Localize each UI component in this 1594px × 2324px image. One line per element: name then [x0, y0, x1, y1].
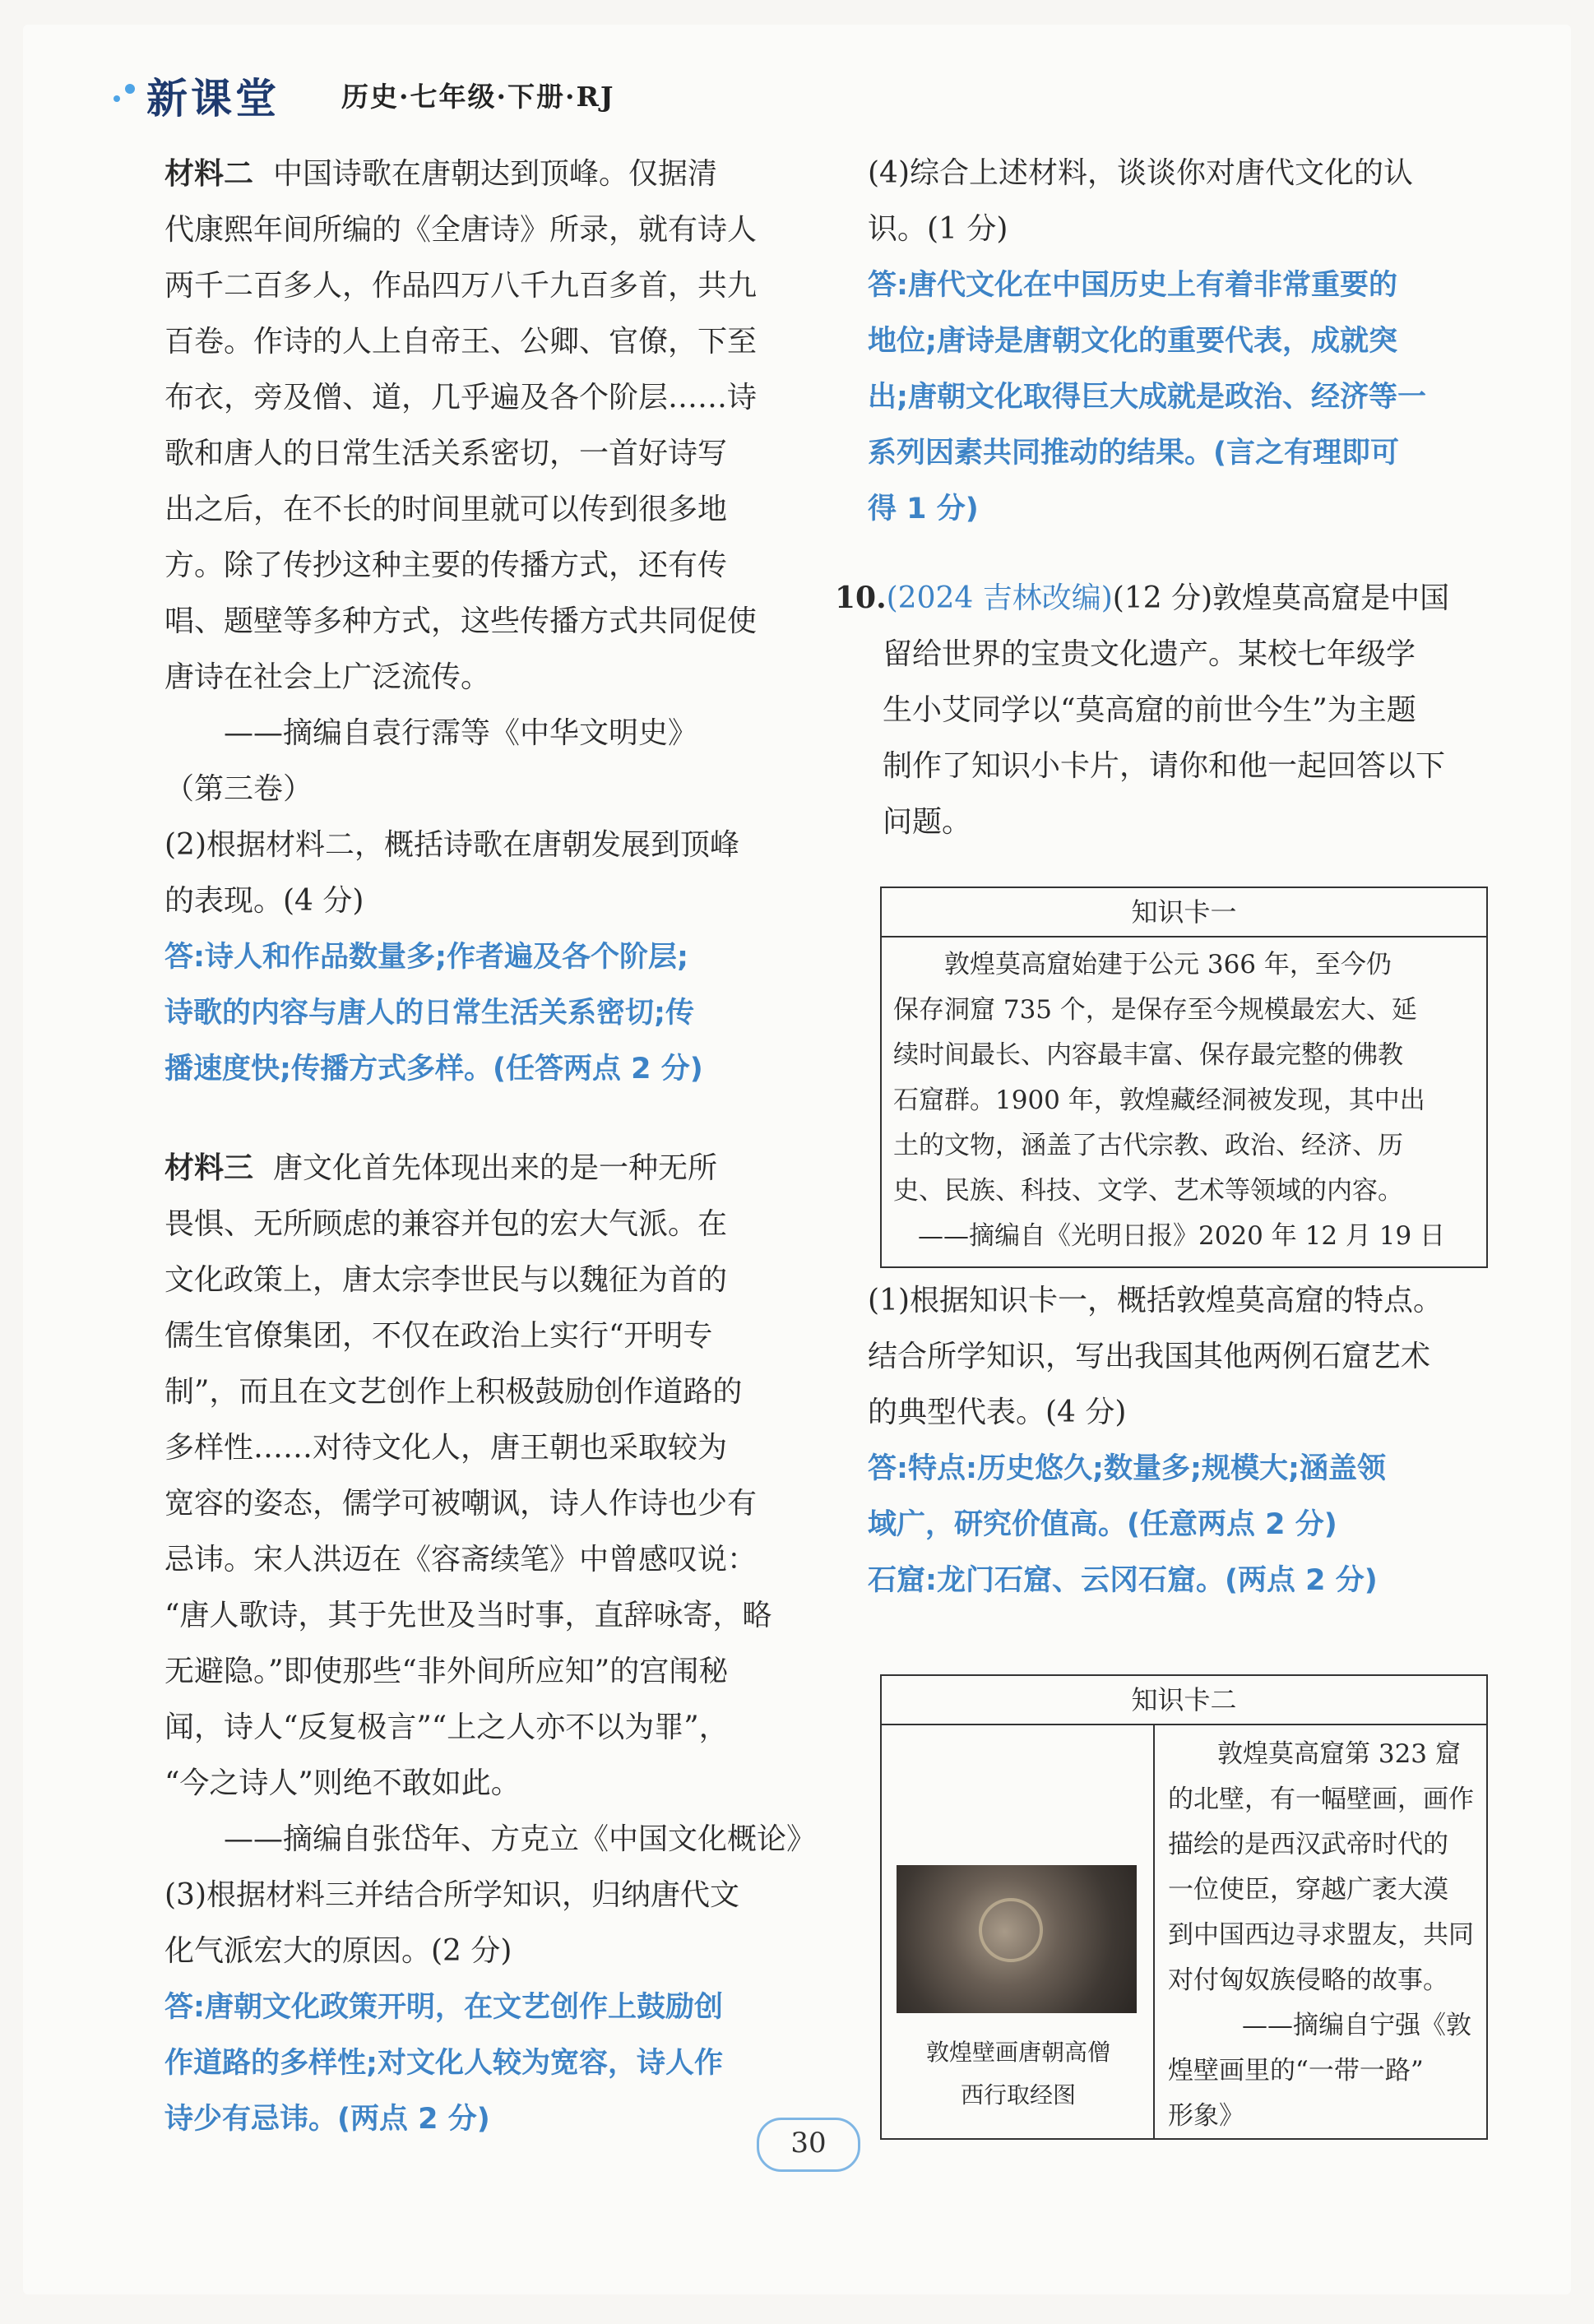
material-two-label: 材料二 — [164, 156, 254, 191]
text-line: 中国诗歌在唐朝达到顶峰。仅据清 — [273, 157, 718, 191]
question-source: (2024 吉林改编) — [886, 581, 1113, 615]
question-3: (3)根据材料三并结合所学知识，归纳唐代文 — [164, 1878, 739, 1912]
text-line: “唐人歌诗，其于先世及当时事，直辞咏寄，略 — [164, 1599, 772, 1632]
text-line: 百卷。作诗的人上自帝王、公卿、官僚，下至 — [164, 325, 758, 359]
text-line: 到中国西边寻求盟友，共同 — [1168, 1920, 1474, 1950]
text-line: 问题。 — [883, 805, 972, 839]
mural-image — [897, 1865, 1137, 2013]
text-line: 歌和唐人的日常生活关系密切，一首好诗写 — [164, 437, 728, 470]
source-citation: ——摘编自宁强《敦 — [1242, 2011, 1471, 2040]
knowledge-card-one — [880, 887, 1488, 1268]
text-line: 儒生官僚集团，不仅在政治上实行“开明专 — [164, 1319, 713, 1353]
text-line: 布衣，旁及僧、道，几乎遍及各个阶层……诗 — [164, 381, 758, 414]
subject-title: 历史·七年级·下册·RJ — [341, 81, 615, 113]
logo — [123, 59, 313, 125]
answer-2: 答:诗人和作品数量多;作者遍及各个阶层; — [164, 941, 688, 974]
question-2-cont: 的表现。(4 分) — [164, 884, 364, 918]
text-line: 史、民族、科技、文学、艺术等领域的内容。 — [893, 1176, 1403, 1206]
answer-3: 作道路的多样性;对文化人较为宽容，诗人作 — [164, 2047, 723, 2080]
text-line: 唐诗在社会上广泛流传。 — [164, 660, 491, 694]
left-column — [164, 146, 817, 2147]
answer-10-1: 域广，研究价值高。(任意两点 2 分) — [868, 1508, 1337, 1541]
text-line: (12 分)敦煌莫高窟是中国 — [1112, 581, 1450, 615]
question-4-cont: 识。(1 分) — [868, 212, 1008, 246]
text-line: 敦煌莫高窟始建于公元 366 年，至今仍 — [944, 950, 1392, 979]
source-citation: ——摘编自张岱年、方克立《中国文化概论》 — [224, 1822, 817, 1856]
text-line: 的北壁，有一幅壁画，画作 — [1168, 1785, 1474, 1814]
answer-4: 得 1 分) — [868, 493, 979, 525]
source-citation-cont: 煌壁画里的“一带一路” — [1168, 2056, 1424, 2086]
text-line: 两千二百多人，作品四万八千九百多首，共九 — [164, 269, 758, 303]
card-image-panel — [882, 1725, 1155, 2138]
answer-4: 地位;唐诗是唐朝文化的重要代表，成就突 — [868, 325, 1397, 358]
text-line: 制”，而且在文艺创作上积极鼓励创作道路的 — [164, 1375, 743, 1409]
question-4: (4)综合上述材料，谈谈你对唐代文化的认 — [868, 156, 1413, 190]
text-line: 制作了知识小卡片，请你和他一起回答以下 — [883, 749, 1446, 783]
caption-line: 敦煌壁画唐朝高僧 — [925, 2039, 1110, 2066]
question-3-cont: 化气派宏大的原因。(2 分) — [164, 1934, 512, 1968]
text-line: 唐文化首先体现出来的是一种无所 — [273, 1151, 718, 1185]
text-line: 生小艾同学以“莫高窟的前世今生”为主题 — [883, 693, 1416, 727]
text-line: 无避隐。”即使那些“非外间所应知”的宫闱秘 — [164, 1655, 729, 1688]
answer-3: 答:唐朝文化政策开明，在文艺创作上鼓励创 — [164, 1991, 723, 2024]
text-line: 多样性……对待文化人，唐王朝也采取较为 — [164, 1431, 728, 1465]
text-line: 闻，诗人“反复极言”“上之人亦不以为罪”， — [164, 1711, 729, 1744]
question-number: 10. — [835, 581, 887, 615]
card-text-panel — [1155, 1725, 1486, 2138]
text-line: 方。除了传抄这种主要的传播方式，还有传 — [164, 549, 728, 582]
right-column-lower — [868, 1273, 1493, 1609]
answer-4: 出;唐朝文化取得巨大成就是政治、经济等一 — [868, 381, 1426, 414]
text-line: 对付匈奴族侵略的故事。 — [1168, 1965, 1448, 1995]
text-line: 文化政策上，唐太宗李世民与以魏征为首的 — [164, 1263, 728, 1297]
image-caption — [890, 2031, 1147, 2117]
text-line: 敦煌莫高窟第 323 窟 — [1217, 1739, 1461, 1769]
card-title: 知识卡二 — [882, 1676, 1486, 1725]
text-line: 宽容的姿态，儒学可被嘲讽，诗人作诗也少有 — [164, 1487, 758, 1521]
card-title: 知识卡一 — [882, 888, 1486, 937]
source-citation-cont: （第三卷） — [164, 772, 313, 806]
text-line: 保存洞窟 735 个，是保存至今规模最宏大、延 — [893, 995, 1417, 1025]
material-three-label: 材料三 — [164, 1150, 254, 1185]
text-line: “今之诗人”则绝不敢如此。 — [164, 1766, 521, 1800]
text-line: 出之后，在不长的时间里就可以传到很多地 — [164, 493, 728, 526]
text-line: 畏惧、无所顾虑的兼容并包的宏大气派。在 — [164, 1207, 728, 1241]
question-2: (2)根据材料二，概括诗歌在唐朝发展到顶峰 — [164, 828, 739, 862]
text-line: 忌讳。宋人洪迈在《容斋续笔》中曾感叹说： — [164, 1543, 758, 1576]
material-two-first-line — [164, 146, 798, 202]
question-10-1: (1)根据知识卡一，概括敦煌莫高窟的特点。 — [868, 1284, 1443, 1317]
answer-10-1: 答:特点:历史悠久;数量多;规模大;涵盖领 — [868, 1452, 1386, 1485]
caption-line: 西行取经图 — [960, 2081, 1076, 2109]
text-line: 代康熙年间所编的《全唐诗》所录，就有诗人 — [164, 213, 758, 247]
material-three-first-line — [164, 1140, 798, 1197]
answer-2: 播速度快;传播方式多样。(任答两点 2 分) — [164, 1053, 703, 1086]
answer-4: 答:唐代文化在中国历史上有着非常重要的 — [868, 269, 1397, 302]
source-citation-cont: 形象》 — [1168, 2101, 1244, 2131]
card-body — [882, 937, 1486, 1259]
text-line: 续时间最长、内容最丰富、保存最完整的佛教 — [893, 1040, 1403, 1070]
text-line: 土的文物，涵盖了古代宗教、政治、经济、历 — [893, 1131, 1403, 1160]
page-number: 30 — [757, 2118, 860, 2172]
answer-4: 系列因素共同推动的结果。(言之有理即可 — [868, 437, 1399, 470]
source-citation: ——摘编自袁行霈等《中华文明史》 — [224, 716, 698, 750]
knowledge-card-two — [880, 1674, 1488, 2140]
answer-10-1: 石窟:龙门石窟、云冈石窟。(两点 2 分) — [868, 1564, 1378, 1597]
logo-text: 新课堂 — [146, 74, 280, 123]
text-line: 一位使臣，穿越广袤大漠 — [1168, 1875, 1448, 1905]
answer-2: 诗歌的内容与唐人的日常生活关系密切;传 — [164, 997, 694, 1030]
text-line: 描绘的是西汉武帝时代的 — [1168, 1830, 1448, 1859]
text-line: 唱、题壁等多种方式，这些传播方式共同促使 — [164, 604, 758, 638]
question-10-1-cont: 的典型代表。(4 分) — [868, 1396, 1127, 1429]
text-line: 留给世界的宝贵文化遗产。某校七年级学 — [883, 637, 1416, 671]
question-10-first-line — [835, 570, 1493, 627]
answer-3: 诗少有忌讳。(两点 2 分) — [164, 2103, 490, 2136]
right-column — [835, 146, 1493, 850]
source-citation: ——摘编自《光明日报》2020 年 12 月 19 日 — [918, 1221, 1446, 1251]
text-line: 石窟群。1900 年，敦煌藏经洞被发现，其中出 — [893, 1086, 1425, 1115]
question-10-1-cont: 结合所学知识，写出我国其他两例石窟艺术 — [868, 1340, 1431, 1373]
